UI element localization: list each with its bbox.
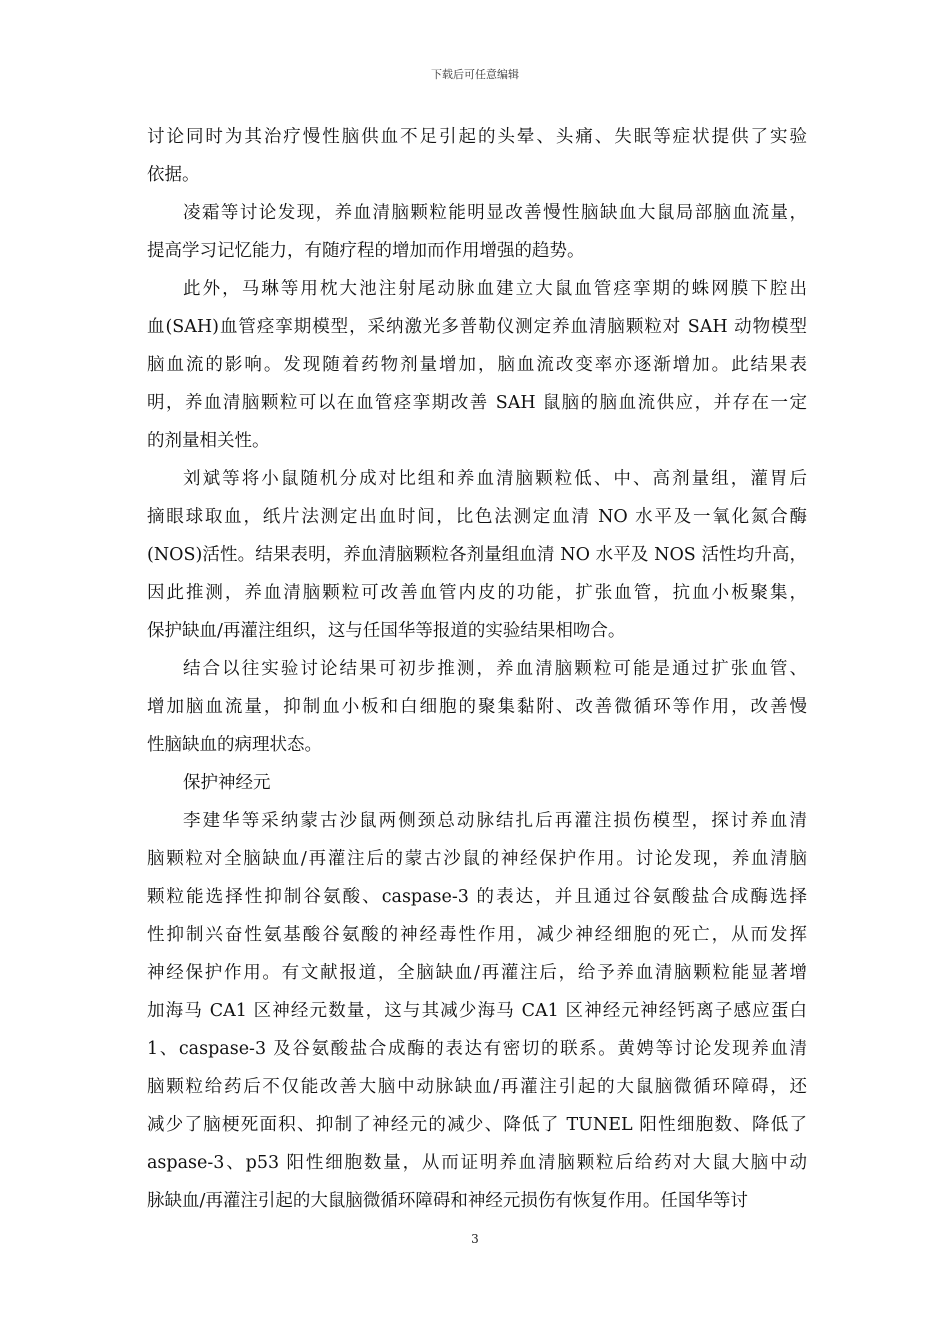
paragraph xyxy=(147,460,807,650)
paragraph xyxy=(147,764,807,802)
text-line: 刘斌等将小鼠随机分成对比组和养血清脑颗粒低、中、高剂量组，灌胃后 xyxy=(183,469,807,489)
page-header: 下载后可任意编辑 xyxy=(431,68,519,81)
text-line: 结合以往实验讨论结果可初步推测，养血清脑颗粒可能是通过扩张血管、 xyxy=(183,659,807,679)
text-line: 性抑制兴奋性氨基酸谷氨酸的神经毒性作用，减少神经细胞的死亡，从而发挥 xyxy=(147,925,807,945)
text-line: 凌霜等讨论发现，养血清脑颗粒能明显改善慢性脑缺血大鼠局部脑血流量， xyxy=(183,203,807,223)
document-body xyxy=(147,118,807,1220)
paragraph xyxy=(147,802,807,1220)
text-line: 此外，马琳等用枕大池注射尾动脉血建立大鼠血管痉挛期的蛛网膜下腔出 xyxy=(183,279,807,299)
text-line: 脑颗粒对全脑缺血/再灌注后的蒙古沙鼠的神经保护作用。讨论发现，养血清脑 xyxy=(147,849,807,869)
text-line: 脉缺血/再灌注引起的大鼠脑微循环障碍和神经元损伤有恢复作用。任国华等讨 xyxy=(147,1191,748,1211)
paragraph xyxy=(147,118,807,194)
text-line: 减少了脑梗死面积、抑制了神经元的减少、降低了 TUNEL 阳性细胞数、降低了 xyxy=(147,1115,807,1135)
text-line: 保护神经元 xyxy=(183,773,271,793)
paragraph xyxy=(147,650,807,764)
text-line: 性脑缺血的病理状态。 xyxy=(147,735,322,755)
text-line: 的剂量相关性。 xyxy=(147,431,270,451)
text-line: 颗粒能选择性抑制谷氨酸、caspase-3 的表达，并且通过谷氨酸盐合成酶选择 xyxy=(147,887,807,907)
text-line: 神经保护作用。有文献报道，全脑缺血/再灌注后，给予养血清脑颗粒能显著增 xyxy=(147,963,807,983)
page-number: 3 xyxy=(471,1232,479,1246)
text-line: 脑血流的影响。发现随着药物剂量增加，脑血流改变率亦逐渐增加。此结果表 xyxy=(147,355,807,375)
text-line: 脑颗粒给药后不仅能改善大脑中动脉缺血/再灌注引起的大鼠脑微循环障碍，还 xyxy=(147,1077,807,1097)
text-line: 1、caspase-3 及谷氨酸盐合成酶的表达有密切的联系。黄娉等讨论发现养血清 xyxy=(147,1039,807,1059)
text-line: 增加脑血流量，抑制血小板和白细胞的聚集黏附、改善微循环等作用，改善慢 xyxy=(147,697,807,717)
text-line: 保护缺血/再灌注组织，这与任国华等报道的实验结果相吻合。 xyxy=(147,621,626,641)
text-line: 摘眼球取血，纸片法测定出血时间，比色法测定血清 NO 水平及一氧化氮合酶 xyxy=(147,507,807,527)
text-line: 提高学习记忆能力，有随疗程的增加而作用增强的趋势。 xyxy=(147,241,585,261)
text-line: 血(SAH)血管痉挛期模型，采纳激光多普勒仪测定养血清脑颗粒对 SAH 动物模型 xyxy=(147,317,807,337)
text-line: 因此推测，养血清脑颗粒可改善血管内皮的功能，扩张血管，抗血小板聚集， xyxy=(147,583,807,603)
paragraph xyxy=(147,194,807,270)
text-line: 讨论同时为其治疗慢性脑供血不足引起的头晕、头痛、失眠等症状提供了实验 xyxy=(147,127,807,147)
text-line: 依据。 xyxy=(147,165,200,185)
text-line: 李建华等采纳蒙古沙鼠两侧颈总动脉结扎后再灌注损伤模型，探讨养血清 xyxy=(183,811,807,831)
text-line: 明，养血清脑颗粒可以在血管痉挛期改善 SAH 鼠脑的脑血流供应，并存在一定 xyxy=(147,393,807,413)
text-line: 加海马 CA1 区神经元数量，这与其减少海马 CA1 区神经元神经钙离子感应蛋白 xyxy=(147,1001,807,1021)
text-line: aspase-3、p53 阳性细胞数量，从而证明养血清脑颗粒后给药对大鼠大脑中动 xyxy=(147,1153,807,1173)
paragraph xyxy=(147,270,807,460)
text-line: (NOS)活性。结果表明，养血清脑颗粒各剂量组血清 NO 水平及 NOS 活性均升高， xyxy=(147,545,807,565)
